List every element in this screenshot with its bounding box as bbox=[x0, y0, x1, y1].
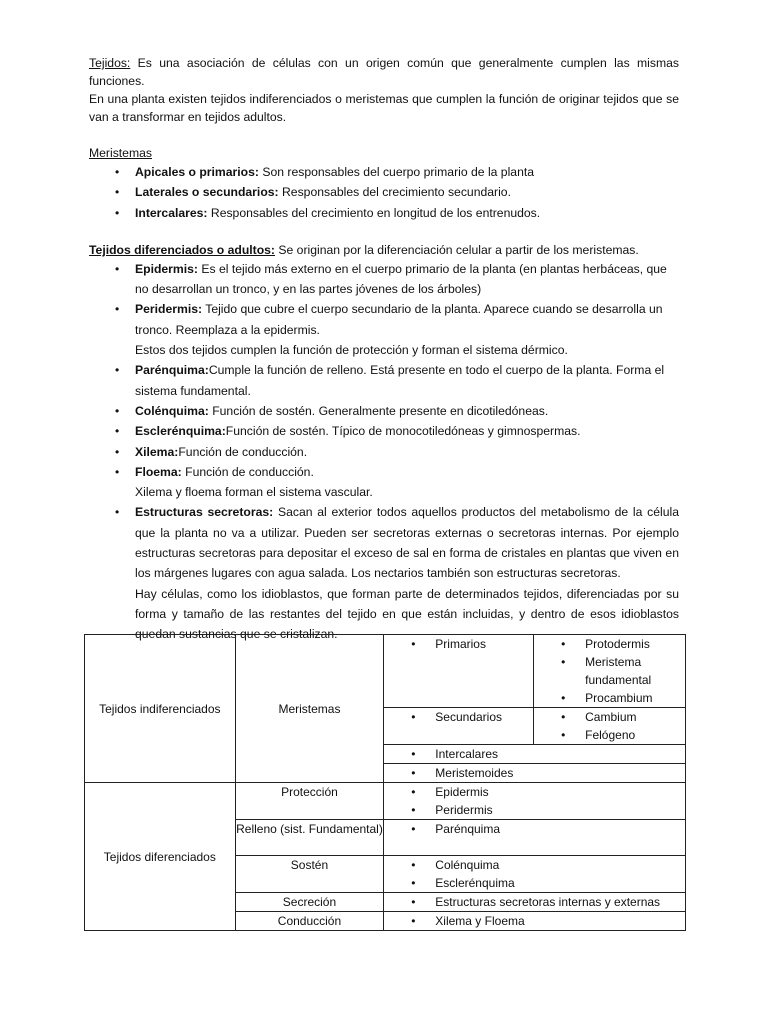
bullet-icon: • bbox=[561, 655, 566, 669]
list-item: Peridermis bbox=[435, 803, 493, 817]
item-text: Sacan al exterior todos aquellos productos del metabolismo de la célula que la planta no va a utilizar. Pueden ser secretoras externas o secretoras internas. Por ejemplo estructuras secretoras para depositar el exceso de sal en forma de cristales en plantas que viven en los márgenes lugares con agua salada. Los nectarios también son estructuras secretoras. bbox=[135, 505, 680, 581]
note-dermico: Estos dos tejidos cumplen la función de protección y forman el sistema dérmico. bbox=[135, 343, 568, 358]
list-item: Protodermis bbox=[585, 637, 650, 651]
item-text: Cumple la función de relleno. Está presente en todo el cuerpo de la planta. Forma el sistema fundamental. bbox=[135, 363, 665, 398]
item-term: Intercalares: bbox=[135, 205, 208, 220]
bullet-icon: • bbox=[115, 363, 120, 378]
cell-meristemas: Meristemas bbox=[235, 635, 384, 783]
item-text: Tejido que cubre el cuerpo secundario de la planta. Aparece cuando se desarrolla un tronco. Reemplaza a la epidermis. bbox=[135, 302, 663, 337]
list-item bbox=[89, 182, 679, 202]
diferenciados-list-2 bbox=[89, 360, 679, 482]
diferenciados-heading-text: Se originan por la diferenciación celular a partir de los meristemas. bbox=[275, 242, 639, 257]
bullet-icon: • bbox=[561, 637, 566, 651]
item-text: Función de sostén. Generalmente presente en dicotiledóneas. bbox=[208, 403, 549, 418]
cell-secundarios-list bbox=[534, 708, 686, 745]
bullet-icon: • bbox=[411, 747, 416, 761]
cell-proteccion: Protección bbox=[235, 783, 384, 820]
list-item: Esclerénquima bbox=[435, 876, 515, 890]
cell-primarios-list bbox=[534, 635, 686, 708]
cell-meristemoides bbox=[384, 764, 686, 783]
bullet-icon: • bbox=[115, 185, 120, 200]
bullet-icon: • bbox=[115, 424, 120, 439]
bullet-icon: • bbox=[115, 205, 120, 220]
bullet-icon: • bbox=[115, 464, 120, 479]
list-item bbox=[89, 162, 679, 182]
list-item: Parénquima bbox=[435, 822, 501, 836]
list-item bbox=[89, 360, 679, 401]
item-term: Estructuras secretoras: bbox=[135, 505, 274, 520]
diferenciados-heading: Tejidos diferenciados o adultos: bbox=[89, 242, 275, 257]
bullet-icon: • bbox=[411, 766, 416, 780]
list-item bbox=[89, 462, 679, 482]
bullet-icon: • bbox=[411, 637, 416, 651]
item-text: Son responsables del cuerpo primario de la planta bbox=[258, 165, 535, 179]
bullet-icon: • bbox=[411, 895, 416, 909]
list-item bbox=[89, 421, 679, 441]
diferenciados-list-3 bbox=[89, 502, 679, 583]
diferenciados-list bbox=[89, 259, 679, 340]
bullet-icon: • bbox=[115, 505, 120, 520]
item-term: Laterales o secundarios: bbox=[135, 185, 279, 200]
secundarios-label: Secundarios bbox=[435, 710, 503, 724]
tejidos-text: Es una asociación de células con un origen común que generalmente cumplen las mismas funciones. bbox=[89, 56, 679, 88]
list-item bbox=[89, 259, 679, 300]
cell-relleno: Relleno (sist. Fundamental) bbox=[235, 820, 384, 856]
item-term: Floema: bbox=[135, 464, 182, 479]
tejidos-definition bbox=[89, 54, 679, 90]
cell-primarios bbox=[384, 635, 534, 708]
cell-sosten-list bbox=[384, 856, 686, 893]
bullet-icon: • bbox=[561, 691, 566, 705]
list-item: Estructuras secretoras internas y externas bbox=[435, 895, 661, 909]
note-idioblastos: Hay células, como los idioblastos, que forman parte de determinados tejidos, diferenciadas por su forma y tamaño de las restantes del tejido en que están incluidas, y dentro de esos idioblastos quedan sustancias que se cristalizan. bbox=[135, 586, 679, 642]
intercalares-label: Intercalares bbox=[435, 747, 498, 761]
item-term: Esclerénquima: bbox=[135, 424, 226, 439]
item-term: Colénquima: bbox=[135, 403, 209, 418]
cell-sosten: Sostén bbox=[235, 856, 384, 893]
list-item: Procambium bbox=[585, 691, 653, 705]
meristemoides-label: Meristemoides bbox=[435, 766, 514, 780]
bullet-icon: • bbox=[115, 165, 120, 179]
list-item: Epidermis bbox=[435, 785, 489, 799]
note-vascular: Xilema y floema forman el sistema vascular. bbox=[135, 485, 373, 500]
bullet-icon: • bbox=[411, 858, 416, 872]
list-item bbox=[89, 442, 679, 462]
meristemas-heading: Meristemas bbox=[89, 146, 152, 160]
bullet-icon: • bbox=[411, 710, 416, 724]
cell-relleno-list bbox=[384, 820, 686, 856]
item-text: Responsables del crecimiento en longitud de los entrenudos. bbox=[207, 205, 541, 220]
cell-proteccion-list bbox=[384, 783, 686, 820]
cell-intercalares bbox=[384, 745, 686, 764]
item-term: Epidermis: bbox=[135, 261, 198, 276]
list-item bbox=[89, 203, 679, 223]
cell-diferenciados: Tejidos diferenciados bbox=[85, 783, 236, 931]
item-text: Función de sostén. Típico de monocotiledóneas y gimnospermas. bbox=[225, 424, 581, 439]
document-body bbox=[89, 54, 679, 645]
bullet-icon: • bbox=[411, 803, 416, 817]
item-term: Apicales o primarios: bbox=[135, 165, 259, 179]
list-item: Felógeno bbox=[585, 728, 636, 742]
bullet-icon: • bbox=[115, 302, 120, 317]
item-term: Parénquima: bbox=[135, 363, 209, 378]
meristemas-list bbox=[89, 162, 679, 223]
list-item bbox=[89, 299, 679, 340]
list-item bbox=[89, 502, 679, 583]
cell-secrecion: Secreción bbox=[235, 893, 384, 912]
item-term: Peridermis: bbox=[135, 302, 203, 317]
plant-paragraph: En una planta existen tejidos indiferenciados o meristemas que cumplen la función de originar tejidos que se van a transformar en tejidos adultos. bbox=[89, 92, 679, 124]
diferenciados-intro bbox=[89, 241, 679, 259]
cell-secundarios bbox=[384, 708, 534, 745]
bullet-icon: • bbox=[561, 710, 566, 724]
primarios-label: Primarios bbox=[435, 637, 486, 651]
bullet-icon: • bbox=[411, 876, 416, 890]
list-item bbox=[89, 401, 679, 421]
item-text: Es el tejido más externo en el cuerpo primario de la planta (en plantas herbáceas, que no desarrollan un tronco, y en las partes jóvenes de los árboles) bbox=[135, 261, 667, 297]
bullet-icon: • bbox=[411, 822, 416, 836]
bullet-icon: • bbox=[411, 785, 416, 799]
bullet-icon: • bbox=[115, 261, 120, 276]
bullet-icon: • bbox=[115, 444, 120, 459]
item-text: Función de conducción. bbox=[181, 464, 314, 479]
tissues-table bbox=[84, 634, 686, 931]
bullet-icon: • bbox=[115, 403, 120, 418]
item-text: Función de conducción. bbox=[178, 444, 308, 459]
list-item: Xilema y Floema bbox=[435, 914, 525, 928]
bullet-icon: • bbox=[411, 914, 416, 928]
list-item: Colénquima bbox=[435, 858, 500, 872]
cell-indiferenciados: Tejidos indiferenciados bbox=[85, 635, 236, 783]
item-term: Xilema: bbox=[135, 444, 179, 459]
tejidos-label: Tejidos: bbox=[89, 56, 131, 70]
cell-secrecion-list bbox=[384, 893, 686, 912]
list-item: Meristema fundamental bbox=[585, 655, 652, 687]
item-text: Responsables del crecimiento secundario. bbox=[278, 185, 511, 200]
list-item: Cambium bbox=[585, 710, 637, 724]
cell-conduccion: Conducción bbox=[235, 912, 384, 931]
bullet-icon: • bbox=[561, 728, 566, 742]
cell-conduccion-list bbox=[384, 912, 686, 931]
